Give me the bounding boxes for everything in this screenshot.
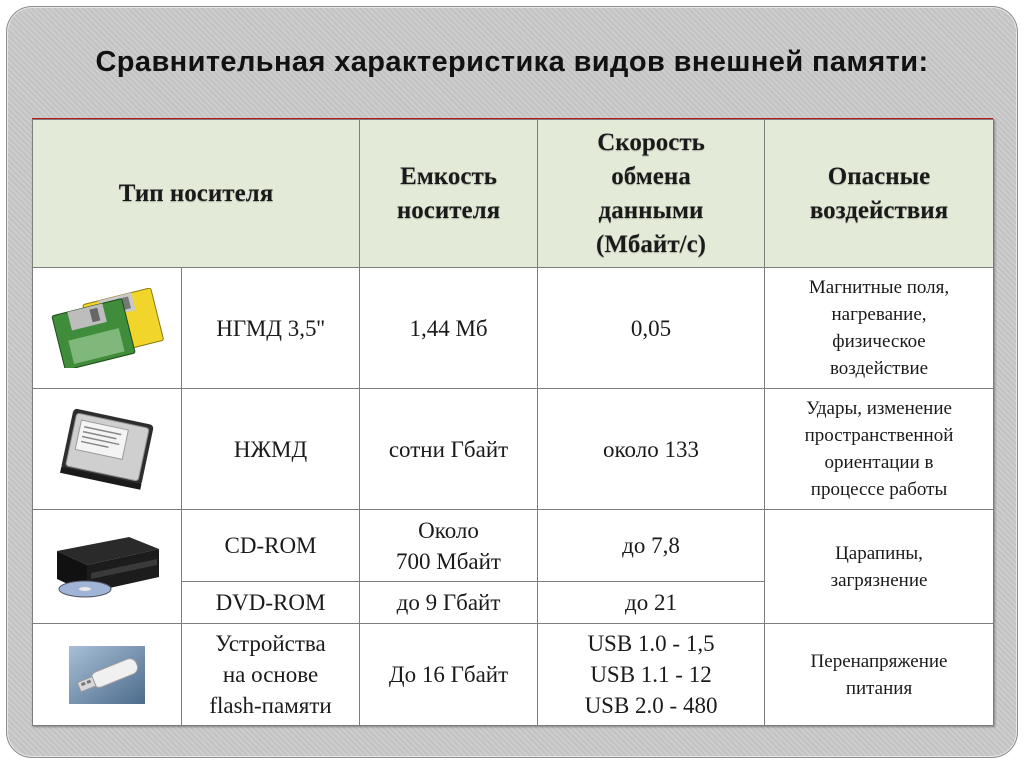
capacity-line: Около xyxy=(418,517,479,543)
speed-value: до 7,8 xyxy=(538,510,765,582)
header-dangers-line: воздействия xyxy=(809,196,949,224)
dangers-line: воздействие xyxy=(829,358,929,379)
media-name xyxy=(182,624,360,726)
dangers-line: процессе работы xyxy=(810,479,948,500)
capacity-value: сотни Гбайт xyxy=(360,389,538,510)
header-speed-line: обмена xyxy=(611,162,691,190)
speed-line: USB 2.0 - 480 xyxy=(584,693,718,718)
media-name: НЖМД xyxy=(182,389,360,510)
dangers-value xyxy=(765,624,994,726)
slide-title: Сравнительная характеристика видов внешней памяти: xyxy=(95,46,929,78)
capacity-value: До 16 Гбайт xyxy=(360,624,538,726)
table-header-row xyxy=(33,120,994,268)
dangers-line: пространственной xyxy=(804,425,954,446)
dangers-value xyxy=(765,389,994,510)
media-name-line: Устройства xyxy=(215,631,326,656)
header-speed-line: (Мбайт/с) xyxy=(596,230,706,258)
speed-line: USB 1.0 - 1,5 xyxy=(587,631,715,656)
capacity-value xyxy=(360,510,538,582)
header-capacity-line: Емкость xyxy=(400,162,497,190)
dangers-line: Перенапряжение xyxy=(810,650,948,672)
capacity-value: до 9 Гбайт xyxy=(360,582,538,624)
speed-value: до 21 xyxy=(538,582,765,624)
hard-drive-icon xyxy=(33,389,182,510)
media-name-line: flash-памяти xyxy=(209,693,332,718)
header-speed-line: Скорость xyxy=(597,128,705,156)
dangers-line: загрязнение xyxy=(830,569,928,591)
media-name: НГМД 3,5'' xyxy=(182,268,360,389)
table-row-cd xyxy=(33,510,994,582)
dangers-line: физическое xyxy=(832,331,926,352)
media-name: DVD-ROM xyxy=(182,582,360,624)
capacity-value: 1,44 Мб xyxy=(360,268,538,389)
dangers-line: нагревание, xyxy=(831,304,927,325)
table-row-hdd xyxy=(33,389,994,510)
media-name-line: на основе xyxy=(222,662,319,687)
dangers-value xyxy=(765,268,994,389)
speed-value xyxy=(538,624,765,726)
floppy-disks-icon xyxy=(33,268,182,389)
header-capacity xyxy=(360,120,538,268)
dangers-line: Магнитные поля, xyxy=(808,277,950,298)
dangers-line: Удары, изменение xyxy=(806,398,952,419)
header-speed-line: данными xyxy=(598,196,704,224)
usb-flash-drive-icon xyxy=(33,624,182,726)
header-speed xyxy=(538,120,765,268)
capacity-line: 700 Мбайт xyxy=(396,548,501,574)
dangers-line: Царапины, xyxy=(835,542,923,564)
dangers-value xyxy=(765,510,994,624)
header-media-type: Тип носителя xyxy=(33,120,360,268)
speed-line: USB 1.1 - 12 xyxy=(590,662,712,687)
optical-drive-icon xyxy=(33,510,182,624)
media-name: CD-ROM xyxy=(182,510,360,582)
header-dangers xyxy=(765,120,994,268)
header-capacity-line: носителя xyxy=(396,196,501,224)
speed-value: 0,05 xyxy=(538,268,765,389)
dangers-line: питания xyxy=(845,677,913,699)
speed-value: около 133 xyxy=(538,389,765,510)
table-row-floppy xyxy=(33,268,994,389)
header-dangers-line: Опасные xyxy=(827,162,931,190)
comparison-table xyxy=(32,119,994,726)
dangers-line: ориентации в xyxy=(824,452,934,473)
table-row-flash xyxy=(33,624,994,726)
